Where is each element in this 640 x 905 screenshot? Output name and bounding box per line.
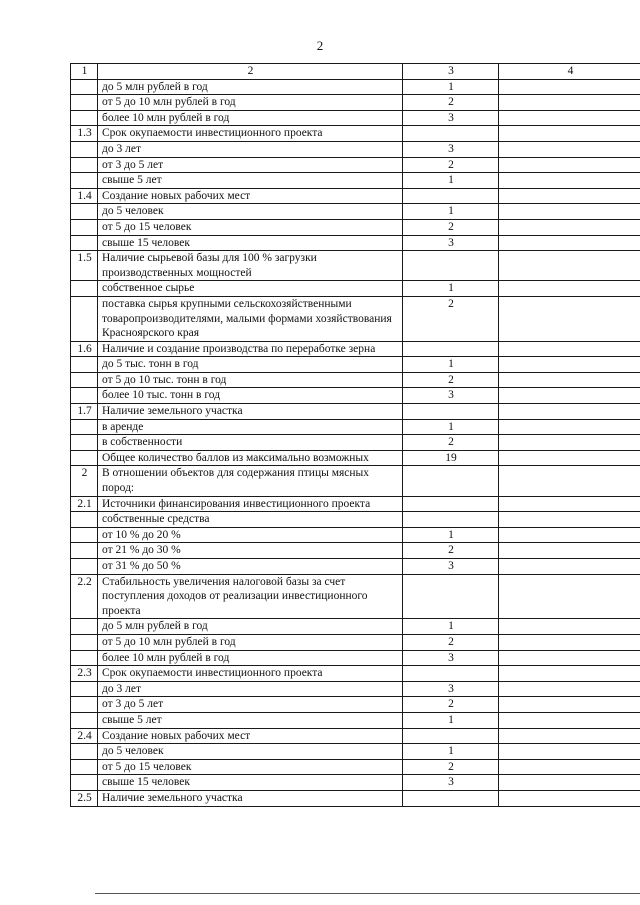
criterion-text: Наличие и создание производства по переработке зерна bbox=[98, 341, 403, 357]
score-cell: 2 bbox=[403, 219, 499, 235]
score-cell: 3 bbox=[403, 388, 499, 404]
table-row bbox=[71, 619, 640, 635]
note-cell bbox=[499, 697, 640, 713]
note-cell bbox=[499, 341, 640, 357]
criterion-text: Наличие земельного участка bbox=[98, 404, 403, 420]
note-cell bbox=[499, 296, 640, 341]
criterion-text: до 5 млн рублей в год bbox=[98, 79, 403, 95]
criterion-text: более 10 тыс. тонн в год bbox=[98, 388, 403, 404]
score-cell: 3 bbox=[403, 681, 499, 697]
score-cell bbox=[403, 574, 499, 619]
criterion-text: от 5 до 10 млн рублей в год bbox=[98, 95, 403, 111]
item-number bbox=[71, 110, 98, 126]
score-cell: 2 bbox=[403, 296, 499, 341]
criterion-text: до 3 лет bbox=[98, 681, 403, 697]
criterion-text: собственные средства bbox=[98, 512, 403, 528]
header-cell: 1 bbox=[71, 64, 98, 80]
note-cell bbox=[499, 527, 640, 543]
item-number bbox=[71, 173, 98, 189]
score-cell: 1 bbox=[403, 204, 499, 220]
table-row bbox=[71, 110, 640, 126]
criterion-text: от 3 до 5 лет bbox=[98, 697, 403, 713]
criterion-text: от 21 % до 30 % bbox=[98, 543, 403, 559]
note-cell bbox=[499, 251, 640, 281]
item-number bbox=[71, 296, 98, 341]
item-number bbox=[71, 512, 98, 528]
note-cell bbox=[499, 634, 640, 650]
score-cell bbox=[403, 341, 499, 357]
item-number bbox=[71, 204, 98, 220]
note-cell bbox=[499, 157, 640, 173]
note-cell bbox=[499, 681, 640, 697]
note-cell bbox=[499, 759, 640, 775]
item-number bbox=[71, 759, 98, 775]
table-row bbox=[71, 450, 640, 466]
score-cell bbox=[403, 512, 499, 528]
table-row bbox=[71, 744, 640, 760]
header-cell: 3 bbox=[403, 64, 499, 80]
note-cell bbox=[499, 543, 640, 559]
note-cell bbox=[499, 204, 640, 220]
criterion-text: до 5 человек bbox=[98, 204, 403, 220]
note-cell bbox=[499, 126, 640, 142]
item-number bbox=[71, 619, 98, 635]
note-cell bbox=[499, 450, 640, 466]
note-cell bbox=[499, 574, 640, 619]
note-cell bbox=[499, 496, 640, 512]
item-number: 2.3 bbox=[71, 666, 98, 682]
criterion-text: до 5 человек bbox=[98, 744, 403, 760]
criterion-text: свыше 5 лет bbox=[98, 712, 403, 728]
item-number: 2.1 bbox=[71, 496, 98, 512]
criterion-text: более 10 млн рублей в год bbox=[98, 650, 403, 666]
score-cell: 2 bbox=[403, 634, 499, 650]
table-row bbox=[71, 543, 640, 559]
item-number: 2 bbox=[71, 466, 98, 496]
score-cell bbox=[403, 126, 499, 142]
item-number bbox=[71, 527, 98, 543]
item-number bbox=[71, 79, 98, 95]
page-number: 2 bbox=[316, 38, 324, 53]
score-cell: 2 bbox=[403, 157, 499, 173]
criterion-text: Источники финансирования инвестиционного проекта bbox=[98, 496, 403, 512]
score-cell: 1 bbox=[403, 357, 499, 373]
table-row bbox=[71, 157, 640, 173]
item-number bbox=[71, 634, 98, 650]
criterion-text: до 3 лет bbox=[98, 141, 403, 157]
score-cell: 2 bbox=[403, 697, 499, 713]
note-cell bbox=[499, 435, 640, 451]
header-cell: 2 bbox=[98, 64, 403, 80]
score-cell: 1 bbox=[403, 173, 499, 189]
note-cell bbox=[499, 235, 640, 251]
score-cell: 19 bbox=[403, 450, 499, 466]
criterion-text: от 5 до 10 млн рублей в год bbox=[98, 634, 403, 650]
table-row bbox=[71, 204, 640, 220]
score-cell: 2 bbox=[403, 95, 499, 111]
table-row bbox=[71, 775, 640, 791]
table-row bbox=[71, 496, 640, 512]
table-row bbox=[71, 574, 640, 619]
criterion-text: Срок окупаемости инвестиционного проекта bbox=[98, 126, 403, 142]
item-number: 1.3 bbox=[71, 126, 98, 142]
criterion-text: от 5 до 15 человек bbox=[98, 759, 403, 775]
criterion-text: от 5 до 15 человек bbox=[98, 219, 403, 235]
table-row bbox=[71, 666, 640, 682]
note-cell bbox=[499, 650, 640, 666]
table-row bbox=[71, 79, 640, 95]
score-cell: 3 bbox=[403, 775, 499, 791]
score-cell: 1 bbox=[403, 281, 499, 297]
table-row bbox=[71, 759, 640, 775]
item-number bbox=[71, 388, 98, 404]
criterion-text: поставка сырья крупными сельскохозяйственными товаропроизводителями, малыми формами хозяйствования Красноярского края bbox=[98, 296, 403, 341]
table-row bbox=[71, 235, 640, 251]
criterion-text: Создание новых рабочих мест bbox=[98, 728, 403, 744]
criterion-text: Создание новых рабочих мест bbox=[98, 188, 403, 204]
score-cell: 1 bbox=[403, 79, 499, 95]
page-bottom-rule bbox=[95, 893, 640, 894]
table-row bbox=[71, 559, 640, 575]
table-row bbox=[71, 372, 640, 388]
note-cell bbox=[499, 357, 640, 373]
header-cell: 4 bbox=[499, 64, 640, 80]
item-number: 1.7 bbox=[71, 404, 98, 420]
table-row bbox=[71, 281, 640, 297]
score-cell bbox=[403, 728, 499, 744]
score-cell: 2 bbox=[403, 759, 499, 775]
item-number bbox=[71, 357, 98, 373]
item-number bbox=[71, 281, 98, 297]
note-cell bbox=[499, 79, 640, 95]
item-number bbox=[71, 435, 98, 451]
table-row bbox=[71, 251, 640, 281]
item-number bbox=[71, 219, 98, 235]
table-row bbox=[71, 419, 640, 435]
score-cell: 2 bbox=[403, 372, 499, 388]
criterion-text: в собственности bbox=[98, 435, 403, 451]
criterion-text: от 3 до 5 лет bbox=[98, 157, 403, 173]
note-cell bbox=[499, 141, 640, 157]
item-number bbox=[71, 697, 98, 713]
table-row bbox=[71, 681, 640, 697]
table-row bbox=[71, 697, 640, 713]
item-number bbox=[71, 650, 98, 666]
note-cell bbox=[499, 790, 640, 806]
item-number: 2.5 bbox=[71, 790, 98, 806]
item-number: 1.5 bbox=[71, 251, 98, 281]
score-cell: 3 bbox=[403, 235, 499, 251]
table-row bbox=[71, 712, 640, 728]
item-number bbox=[71, 419, 98, 435]
table-row bbox=[71, 466, 640, 496]
table-row bbox=[71, 95, 640, 111]
table-row bbox=[71, 527, 640, 543]
score-cell: 2 bbox=[403, 543, 499, 559]
note-cell bbox=[499, 728, 640, 744]
note-cell bbox=[499, 219, 640, 235]
table-row bbox=[71, 790, 640, 806]
note-cell bbox=[499, 95, 640, 111]
score-cell bbox=[403, 496, 499, 512]
note-cell bbox=[499, 712, 640, 728]
score-cell: 1 bbox=[403, 619, 499, 635]
score-cell bbox=[403, 466, 499, 496]
item-number bbox=[71, 681, 98, 697]
score-cell bbox=[403, 251, 499, 281]
criterion-text: в аренде bbox=[98, 419, 403, 435]
note-cell bbox=[499, 110, 640, 126]
table-row bbox=[71, 634, 640, 650]
score-cell bbox=[403, 188, 499, 204]
item-number bbox=[71, 235, 98, 251]
criterion-text: собственное сырье bbox=[98, 281, 403, 297]
score-cell: 1 bbox=[403, 527, 499, 543]
score-cell: 3 bbox=[403, 650, 499, 666]
table-row bbox=[71, 341, 640, 357]
table-row bbox=[71, 388, 640, 404]
criterion-text: Наличие сырьевой базы для 100 % загрузки производственных мощностей bbox=[98, 251, 403, 281]
item-number: 2.2 bbox=[71, 574, 98, 619]
score-cell: 2 bbox=[403, 435, 499, 451]
note-cell bbox=[499, 559, 640, 575]
item-number bbox=[71, 744, 98, 760]
criterion-text: свыше 15 человек bbox=[98, 775, 403, 791]
table-row bbox=[71, 404, 640, 420]
criterion-text: от 5 до 10 тыс. тонн в год bbox=[98, 372, 403, 388]
table-row bbox=[71, 126, 640, 142]
item-number: 1.6 bbox=[71, 341, 98, 357]
score-cell: 3 bbox=[403, 110, 499, 126]
table-row bbox=[71, 173, 640, 189]
score-cell bbox=[403, 666, 499, 682]
item-number bbox=[71, 775, 98, 791]
score-cell: 1 bbox=[403, 419, 499, 435]
score-cell: 3 bbox=[403, 141, 499, 157]
criterion-text: свыше 5 лет bbox=[98, 173, 403, 189]
note-cell bbox=[499, 619, 640, 635]
note-cell bbox=[499, 512, 640, 528]
note-cell bbox=[499, 281, 640, 297]
criterion-text: свыше 15 человек bbox=[98, 235, 403, 251]
criterion-text: более 10 млн рублей в год bbox=[98, 110, 403, 126]
table-row bbox=[71, 357, 640, 373]
item-number: 2.4 bbox=[71, 728, 98, 744]
criterion-text: до 5 млн рублей в год bbox=[98, 619, 403, 635]
criterion-text: Стабильность увеличения налоговой базы за счет поступления доходов от реализации инвестиционного проекта bbox=[98, 574, 403, 619]
criterion-text: до 5 тыс. тонн в год bbox=[98, 357, 403, 373]
table-row bbox=[71, 435, 640, 451]
table-row bbox=[71, 188, 640, 204]
criterion-text: Наличие земельного участка bbox=[98, 790, 403, 806]
criterion-text: от 31 % до 50 % bbox=[98, 559, 403, 575]
table-row bbox=[71, 296, 640, 341]
table-row bbox=[71, 512, 640, 528]
item-number bbox=[71, 543, 98, 559]
note-cell bbox=[499, 372, 640, 388]
table-row bbox=[71, 141, 640, 157]
criterion-text: от 10 % до 20 % bbox=[98, 527, 403, 543]
note-cell bbox=[499, 466, 640, 496]
table-header-row bbox=[71, 64, 640, 80]
note-cell bbox=[499, 744, 640, 760]
item-number bbox=[71, 712, 98, 728]
score-cell: 3 bbox=[403, 559, 499, 575]
score-cell: 1 bbox=[403, 712, 499, 728]
item-number bbox=[71, 95, 98, 111]
score-cell bbox=[403, 790, 499, 806]
note-cell bbox=[499, 666, 640, 682]
criteria-table bbox=[70, 63, 640, 807]
table-row bbox=[71, 650, 640, 666]
note-cell bbox=[499, 419, 640, 435]
note-cell bbox=[499, 404, 640, 420]
item-number bbox=[71, 372, 98, 388]
criterion-text: Срок окупаемости инвестиционного проекта bbox=[98, 666, 403, 682]
table-row bbox=[71, 728, 640, 744]
item-number bbox=[71, 559, 98, 575]
item-number bbox=[71, 157, 98, 173]
criterion-text: В отношении объектов для содержания птицы мясных пород: bbox=[98, 466, 403, 496]
note-cell bbox=[499, 388, 640, 404]
score-cell: 1 bbox=[403, 744, 499, 760]
table-row bbox=[71, 219, 640, 235]
item-number bbox=[71, 450, 98, 466]
note-cell bbox=[499, 775, 640, 791]
note-cell bbox=[499, 173, 640, 189]
item-number bbox=[71, 141, 98, 157]
criterion-text: Общее количество баллов из максимально возможных bbox=[98, 450, 403, 466]
score-cell bbox=[403, 404, 499, 420]
note-cell bbox=[499, 188, 640, 204]
item-number: 1.4 bbox=[71, 188, 98, 204]
